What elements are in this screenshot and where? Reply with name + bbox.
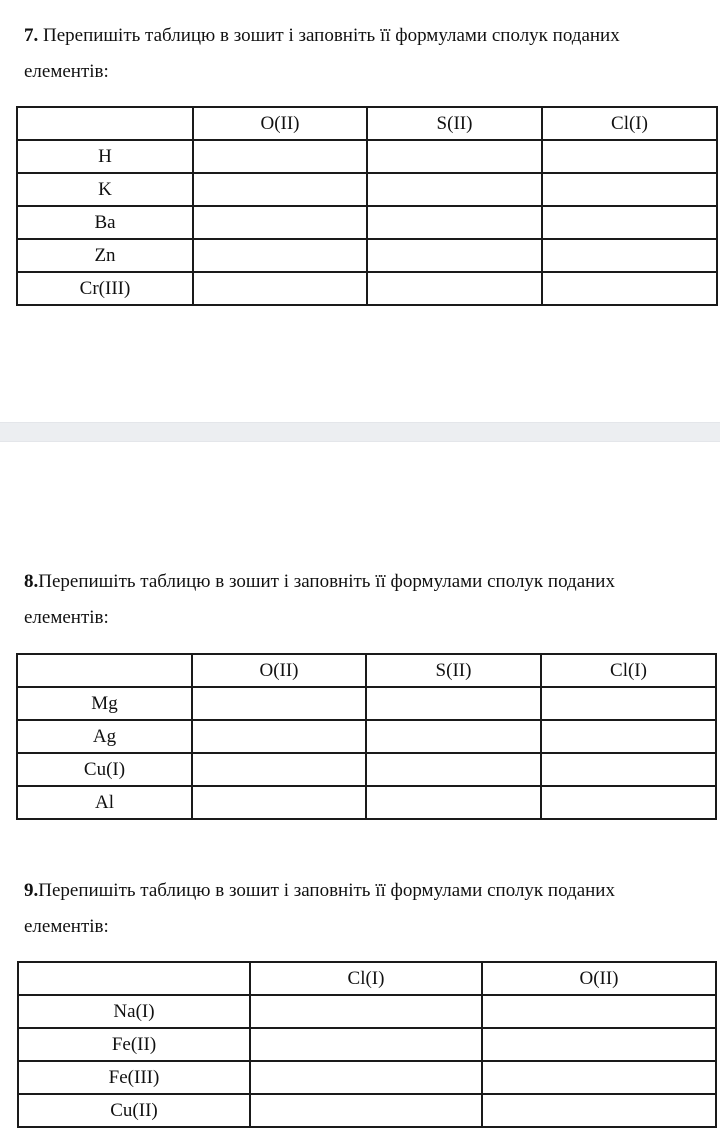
table-row: [17, 239, 717, 272]
header-cell: Cl(I): [542, 107, 717, 140]
task-7-instructions: [24, 18, 684, 90]
blank-cell: [542, 173, 717, 206]
blank-cell: [250, 1028, 482, 1061]
table-row: [17, 687, 716, 720]
blank-cell: [366, 720, 541, 753]
header-cell: O(II): [192, 654, 366, 687]
blank-cell: [366, 687, 541, 720]
task-8-table: [16, 653, 717, 820]
table-row: [18, 1094, 716, 1127]
blank-cell: [482, 1094, 716, 1127]
task-7-text-cont: елементів:: [24, 61, 109, 82]
page-divider: [0, 422, 720, 442]
row-label: Mg: [17, 687, 192, 720]
header-cell: O(II): [193, 107, 367, 140]
header-cell: S(II): [366, 654, 541, 687]
table-row: [18, 995, 716, 1028]
row-label: Cr(III): [17, 272, 193, 305]
row-label: Cu(II): [18, 1094, 250, 1127]
blank-cell: [192, 786, 366, 819]
blank-cell: [193, 239, 367, 272]
row-label: K: [17, 173, 193, 206]
table-header-row: [18, 962, 716, 995]
blank-cell: [542, 272, 717, 305]
row-label: Ba: [17, 206, 193, 239]
table-row: [17, 173, 717, 206]
header-cell-empty: [18, 962, 250, 995]
row-label: Zn: [17, 239, 193, 272]
header-cell: Cl(I): [250, 962, 482, 995]
task-8-instructions: [24, 564, 684, 636]
row-label: Fe(III): [18, 1061, 250, 1094]
table-row: [18, 1028, 716, 1061]
table-header-row: [17, 107, 717, 140]
header-cell: S(II): [367, 107, 542, 140]
header-cell-empty: [17, 654, 192, 687]
task-8-text: Перепишіть таблицю в зошит і заповніть її формулами сполук поданих: [38, 571, 615, 592]
task-9-table: [17, 961, 717, 1128]
table-row: [18, 1061, 716, 1094]
task-7-table: [16, 106, 718, 306]
header-cell: O(II): [482, 962, 716, 995]
blank-cell: [367, 173, 542, 206]
blank-cell: [542, 206, 717, 239]
blank-cell: [541, 687, 716, 720]
blank-cell: [192, 687, 366, 720]
row-label: Cu(I): [17, 753, 192, 786]
table-row: [17, 140, 717, 173]
blank-cell: [192, 753, 366, 786]
blank-cell: [541, 786, 716, 819]
header-cell-empty: [17, 107, 193, 140]
blank-cell: [193, 272, 367, 305]
table-row: [17, 272, 717, 305]
blank-cell: [367, 140, 542, 173]
blank-cell: [367, 239, 542, 272]
blank-cell: [366, 753, 541, 786]
task-9-instructions: [24, 873, 684, 945]
row-label: H: [17, 140, 193, 173]
blank-cell: [250, 1061, 482, 1094]
blank-cell: [193, 206, 367, 239]
row-label: Fe(II): [18, 1028, 250, 1061]
row-label: Al: [17, 786, 192, 819]
task-8-text-cont: елементів:: [24, 607, 109, 628]
blank-cell: [192, 720, 366, 753]
blank-cell: [250, 995, 482, 1028]
task-9-number: 9.: [24, 880, 39, 901]
blank-cell: [366, 786, 541, 819]
blank-cell: [367, 206, 542, 239]
blank-cell: [541, 720, 716, 753]
blank-cell: [250, 1094, 482, 1127]
blank-cell: [542, 239, 717, 272]
table-row: [17, 720, 716, 753]
blank-cell: [193, 140, 367, 173]
blank-cell: [482, 1028, 716, 1061]
blank-cell: [482, 1061, 716, 1094]
table-row: [17, 753, 716, 786]
row-label: Na(I): [18, 995, 250, 1028]
task-7-number: 7.: [24, 25, 39, 46]
blank-cell: [193, 173, 367, 206]
task-9-text: Перепишіть таблицю в зошит і заповніть її формулами сполук поданих: [38, 880, 615, 901]
task-8-number: 8.: [24, 571, 39, 592]
table-header-row: [17, 654, 716, 687]
table-row: [17, 206, 717, 239]
task-9-text-cont: елементів:: [24, 916, 109, 937]
blank-cell: [542, 140, 717, 173]
blank-cell: [367, 272, 542, 305]
blank-cell: [541, 753, 716, 786]
header-cell: Cl(I): [541, 654, 716, 687]
blank-cell: [482, 995, 716, 1028]
row-label: Ag: [17, 720, 192, 753]
task-7-text: Перепишіть таблицю в зошит і заповніть її формулами сполук поданих: [43, 25, 620, 46]
table-row: [17, 786, 716, 819]
